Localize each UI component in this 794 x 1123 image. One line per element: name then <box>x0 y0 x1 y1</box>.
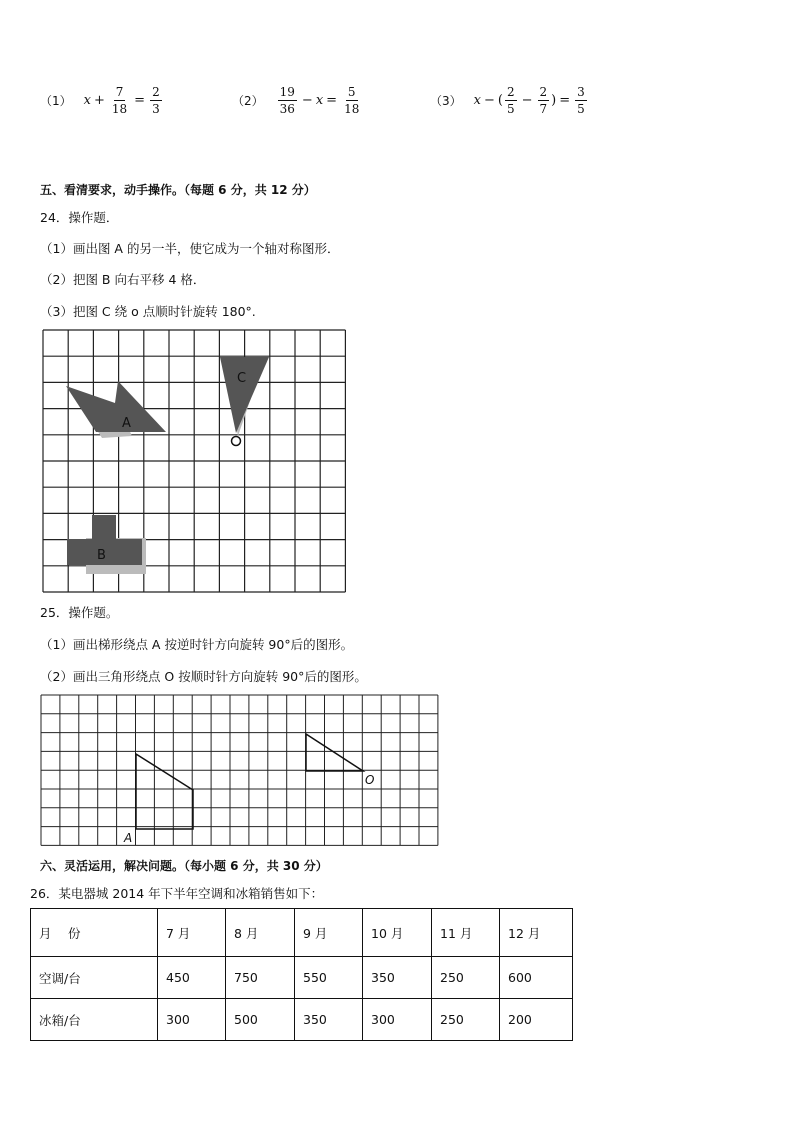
table-cell: 750 <box>226 957 295 999</box>
table-row <box>31 957 573 999</box>
equation-number: （1） <box>40 93 72 108</box>
operator: − <box>301 92 313 108</box>
question-26-title: 26．某电器城 2014 年下半年空调和冰箱销售如下： <box>30 886 324 901</box>
grid-24 <box>38 326 358 596</box>
operator: − <box>483 92 495 108</box>
question-25-item-1: （1）画出梯形绕点 A 按逆时针方向旋转 90°后的图形。 <box>40 637 354 652</box>
question-24-item-2: （2）把图 B 向右平移 4 格． <box>40 272 206 287</box>
table-header-cell: 8 月 <box>226 909 295 957</box>
left-paren: ( <box>497 92 503 108</box>
variable-x: x <box>473 92 481 108</box>
question-24-item-1: （1）画出图 A 的另一半，使它成为一个轴对称图形． <box>40 241 340 256</box>
equation-number: （2） <box>232 93 264 108</box>
equation-2 <box>232 78 363 122</box>
table-cell: 300 <box>363 999 432 1041</box>
shape-a <box>66 381 166 432</box>
table-cell: 350 <box>363 957 432 999</box>
table-row <box>31 909 573 957</box>
shape-b-label: B <box>97 548 106 563</box>
fraction: $\frac{19}{36}$ <box>279 84 295 116</box>
table-header-cell: 12 月 <box>500 909 573 957</box>
table-header-cell: 9 月 <box>295 909 363 957</box>
question-24-item-3: （3）把图 C 绕 o 点顺时针旋转 180°. <box>40 304 256 319</box>
table-cell: 500 <box>226 999 295 1041</box>
table-cell: 250 <box>432 957 500 999</box>
operator: + <box>93 92 105 108</box>
sales-table <box>30 908 573 1041</box>
table-cell: 550 <box>295 957 363 999</box>
fraction: $\frac{3}{5}$ <box>577 84 585 116</box>
question-25-item-2: （2）画出三角形绕点 O 按顺时针方向旋转 90°后的图形。 <box>40 669 367 684</box>
equation-1 <box>40 78 164 122</box>
section-6-heading: 六、灵活运用，解决问题。（每小题 6 分，共 30 分） <box>40 859 328 873</box>
equals-sign: = <box>134 92 146 108</box>
fraction: $\frac{7}{18}$ <box>111 84 128 116</box>
point-a-label: A <box>124 831 133 845</box>
table-header-cell: 月 份 <box>31 909 158 957</box>
point-o-label: O <box>365 773 375 787</box>
operator: − <box>521 92 533 108</box>
grid-25 <box>38 692 442 852</box>
table-cell: 350 <box>295 999 363 1041</box>
equation-number: （3） <box>430 93 462 108</box>
fraction: $\frac{2}{3}$ <box>152 84 160 116</box>
variable-x: x <box>83 92 91 108</box>
point-o <box>232 437 241 446</box>
table-cell: 冰箱/台 <box>31 999 158 1041</box>
table-cell: 空调/台 <box>31 957 158 999</box>
table-header-cell: 10 月 <box>363 909 432 957</box>
equals-sign: = <box>326 92 338 108</box>
table-cell: 200 <box>500 999 573 1041</box>
fraction: $\frac{2}{7}$ <box>539 84 548 116</box>
fraction: $\frac{5}{18}$ <box>344 84 360 116</box>
table-header-cell: 7 月 <box>158 909 226 957</box>
question-25-title: 25．操作题。 <box>40 605 119 620</box>
variable-x: x <box>315 92 324 108</box>
grid-lines <box>41 695 438 845</box>
right-paren: ) <box>551 92 557 108</box>
table-row <box>31 999 573 1041</box>
triangle <box>306 734 363 771</box>
equation-3 <box>430 78 589 122</box>
table-cell: 250 <box>432 999 500 1041</box>
table-cell: 600 <box>500 957 573 999</box>
table-cell: 450 <box>158 957 226 999</box>
table-cell: 300 <box>158 999 226 1041</box>
trapezoid <box>136 754 193 829</box>
equals-sign: = <box>559 92 571 108</box>
shape-c-label: C <box>237 371 247 386</box>
shape-a-label: A <box>122 416 131 431</box>
section-5-heading: 五、看清要求，动手操作。（每题 6 分，共 12 分） <box>40 183 316 197</box>
fraction: $\frac{2}{5}$ <box>506 84 515 116</box>
table-header-cell: 11 月 <box>432 909 500 957</box>
question-24-title: 24．操作题． <box>40 210 119 225</box>
